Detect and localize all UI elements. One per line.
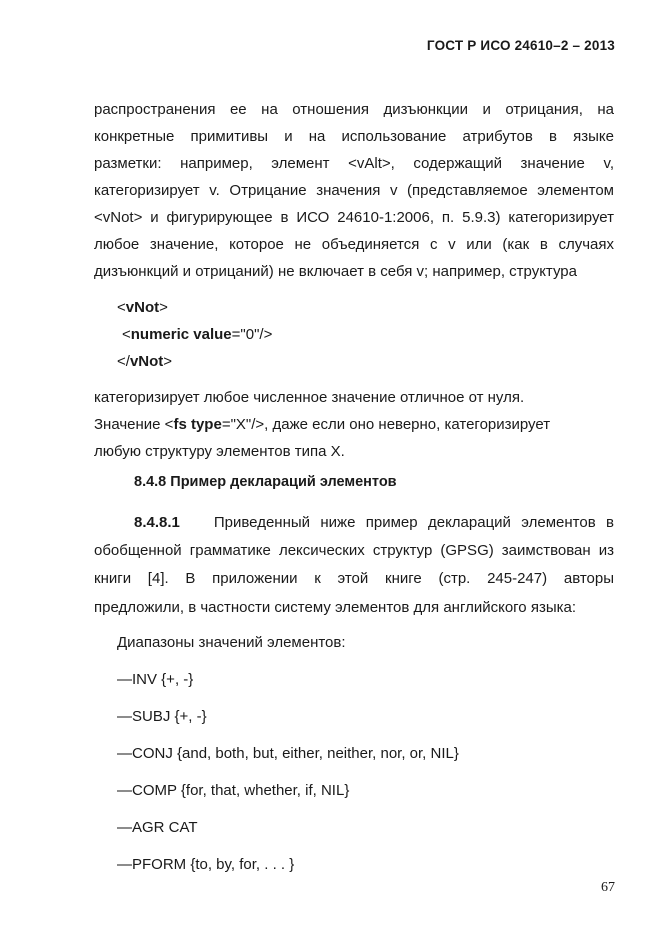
code-attribute: value [193, 326, 232, 343]
paragraph-line: дизъюнкций и отрицаний) не включает в себя v; например, структура [94, 263, 577, 280]
list-title: Диапазоны значений элементов: [117, 634, 346, 651]
paragraph-line: <vNot> и фигурирующее в ИСО 24610-1:2006, п. 5.9.3) категоризирует [94, 209, 614, 226]
list-item: —CONJ {and, both, but, either, neither, nor, or, NIL} [117, 745, 459, 762]
code-line [117, 352, 172, 372]
code-attribute: type [190, 416, 222, 433]
document-header: ГОСТ Р ИСО 24610–2 – 2013 [426, 38, 615, 53]
code-tag: fs [173, 416, 187, 433]
code-bracket: < [117, 299, 126, 316]
code-tag: vNot [129, 353, 164, 370]
paragraph-line: предложили, в частности систему элементов для английского языка: [94, 598, 576, 616]
paragraph-line: книги [4]. В приложении к этой книге (стр. 245-247) авторы [94, 570, 614, 588]
page-number: 67 [601, 880, 615, 895]
code-line [122, 325, 272, 345]
list-item: —SUBJ {+, -} [117, 708, 207, 725]
code-rest: ="0"/> [231, 326, 273, 343]
list-item: —AGR CAT [117, 819, 198, 836]
paragraph-line: обобщенной грамматике лексических структур (GPSG) заимствован из [94, 542, 614, 560]
text-fragment: Приведенный ниже пример деклараций элементов в [213, 514, 614, 531]
paragraph-line [94, 509, 614, 537]
code-bracket: > [159, 299, 168, 316]
paragraph-line: разметки: например, элемент <vAlt>, содержащий значение v, [94, 155, 614, 172]
code-bracket: </ [117, 353, 130, 370]
paragraph-line: конкретные примитивы и на использование атрибутов в языке [94, 128, 614, 145]
code-tag: vNot [125, 299, 160, 316]
code-bracket: < [122, 326, 131, 343]
text-fragment: Значение < [94, 416, 174, 433]
list-item: —PFORM {to, by, for, . . . } [117, 856, 295, 873]
clause-number: 8.4.8.1 [134, 514, 180, 531]
paragraph-line: любое значение, которое не объединяется с v или (как в случаях [94, 236, 614, 253]
paragraph-line: распространения ее на отношения дизъюнкции и отрицания, на [94, 101, 614, 118]
list-item: —COMP {for, that, whether, if, NIL} [117, 782, 350, 799]
section-heading: 8.4.8 Пример деклараций элементов [134, 474, 397, 490]
paragraph-section [94, 509, 614, 622]
code-tag: numeric [130, 326, 190, 343]
list-item: —INV {+, -} [117, 671, 194, 688]
text-line: категоризирует любое численное значение отличное от нуля. [94, 389, 525, 406]
code-line [117, 298, 168, 318]
code-bracket: > [163, 353, 173, 370]
text-line [94, 415, 550, 435]
text-line: любую структуру элементов типа X. [94, 443, 345, 460]
text-fragment: ="X"/>, даже если оно неверно, категоризирует [221, 416, 551, 433]
paragraph-line: категоризирует v. Отрицание значения v (представляемое элементом [94, 182, 614, 199]
